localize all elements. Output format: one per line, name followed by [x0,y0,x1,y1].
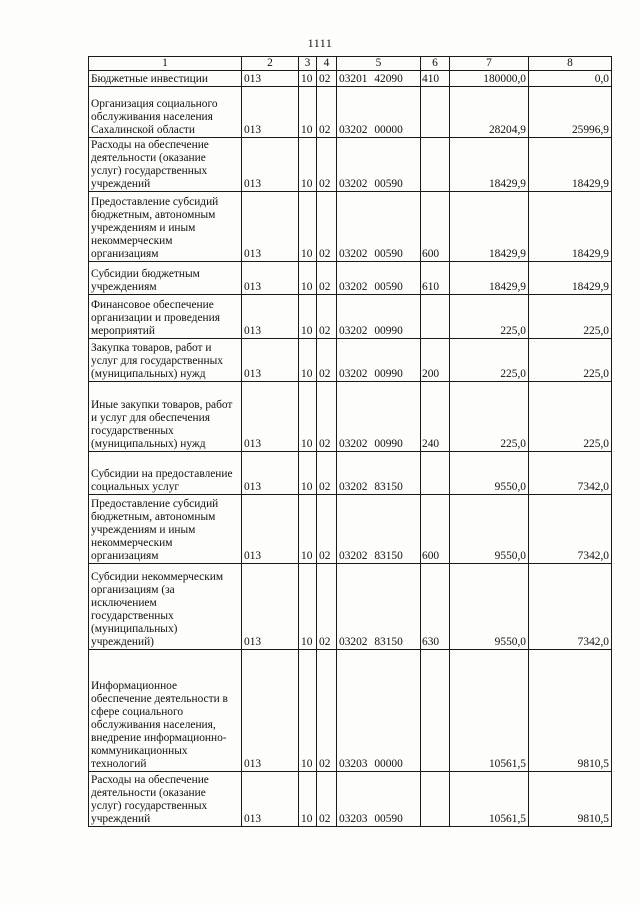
row-target-cell: 03202 83150 [337,495,421,564]
header-cell: 4 [317,57,337,71]
row-subsection-cell: 02 [317,295,337,339]
row-code-cell: 013 [242,71,299,87]
row-expense-type-cell [421,295,450,339]
row-target-cell: 03202 00000 [337,87,421,138]
header-cell: 3 [299,57,317,71]
row-expense-type-cell: 630 [421,564,450,650]
row-code-cell: 013 [242,495,299,564]
table-row [89,71,612,87]
table-row [89,564,612,650]
row-section-cell: 10 [299,262,317,295]
row-section-cell: 10 [299,192,317,262]
header-cell: 5 [337,57,421,71]
row-expense-type-cell: 600 [421,495,450,564]
row-target-cell: 03202 00990 [337,295,421,339]
row-section-cell: 10 [299,564,317,650]
row-expense-type-cell [421,452,450,495]
row-amount-1-cell: 225,0 [450,382,529,452]
row-amount-1-cell: 180000,0 [450,71,529,87]
row-expense-type-cell [421,772,450,827]
row-section-cell: 10 [299,382,317,452]
row-amount-1-cell: 10561,5 [450,772,529,827]
table-row [89,138,612,192]
row-amount-2-cell: 0,0 [529,71,612,87]
row-subsection-cell: 02 [317,382,337,452]
row-name-cell: Предоставление субсидий бюджетным, автономным учреждениям и иным некоммерческим организациям [89,495,242,564]
row-subsection-cell: 02 [317,192,337,262]
row-section-cell: 10 [299,87,317,138]
row-subsection-cell: 02 [317,87,337,138]
row-code-cell: 013 [242,262,299,295]
row-section-cell: 10 [299,339,317,382]
row-target-cell: 03202 83150 [337,452,421,495]
row-amount-2-cell: 18429,9 [529,192,612,262]
row-subsection-cell: 02 [317,495,337,564]
row-code-cell: 013 [242,650,299,772]
row-amount-2-cell: 7342,0 [529,564,612,650]
row-expense-type-cell: 600 [421,192,450,262]
row-amount-1-cell: 9550,0 [450,495,529,564]
table-body [89,57,612,827]
row-target-cell: 03203 00000 [337,650,421,772]
row-name-cell: Закупка товаров, работ и услуг для государственных (муниципальных) нужд [89,339,242,382]
row-name-cell: Бюджетные инвестиции [89,71,242,87]
table-row [89,339,612,382]
table-row [89,295,612,339]
budget-table [88,56,612,827]
row-amount-2-cell: 7342,0 [529,495,612,564]
row-target-cell: 03202 00990 [337,382,421,452]
row-target-cell: 03202 00590 [337,192,421,262]
row-amount-1-cell: 28204,9 [450,87,529,138]
header-cell: 8 [529,57,612,71]
row-amount-1-cell: 18429,9 [450,138,529,192]
row-name-cell: Субсидии бюджетным учреждениям [89,262,242,295]
row-section-cell: 10 [299,138,317,192]
row-amount-1-cell: 18429,9 [450,192,529,262]
row-amount-2-cell: 7342,0 [529,452,612,495]
row-amount-1-cell: 10561,5 [450,650,529,772]
row-subsection-cell: 02 [317,564,337,650]
row-section-cell: 10 [299,71,317,87]
row-section-cell: 10 [299,295,317,339]
row-amount-2-cell: 18429,9 [529,262,612,295]
row-section-cell: 10 [299,650,317,772]
header-cell: 1 [89,57,242,71]
header-cell: 6 [421,57,450,71]
table-row [89,382,612,452]
row-code-cell: 013 [242,138,299,192]
row-subsection-cell: 02 [317,650,337,772]
row-amount-2-cell: 25996,9 [529,87,612,138]
row-name-cell: Расходы на обеспечение деятельности (оказание услуг) государственных учреждений [89,138,242,192]
row-amount-2-cell: 225,0 [529,382,612,452]
row-target-cell: 03202 00590 [337,138,421,192]
row-code-cell: 013 [242,87,299,138]
row-code-cell: 013 [242,382,299,452]
row-name-cell: Субсидии на предоставление социальных услуг [89,452,242,495]
row-name-cell: Субсидии некоммерческим организациям (за исключением государственных (муниципальных) учреждений) [89,564,242,650]
row-code-cell: 013 [242,452,299,495]
row-expense-type-cell: 240 [421,382,450,452]
row-code-cell: 013 [242,564,299,650]
row-section-cell: 10 [299,772,317,827]
row-expense-type-cell [421,87,450,138]
row-code-cell: 013 [242,339,299,382]
row-subsection-cell: 02 [317,262,337,295]
row-target-cell: 03202 00590 [337,262,421,295]
table-row [89,772,612,827]
row-target-cell: 03202 00990 [337,339,421,382]
row-amount-2-cell: 225,0 [529,295,612,339]
row-expense-type-cell: 200 [421,339,450,382]
row-name-cell: Иные закупки товаров, работ и услуг для обеспечения государственных (муниципальных) нужд [89,382,242,452]
row-amount-1-cell: 18429,9 [450,262,529,295]
row-expense-type-cell [421,138,450,192]
row-code-cell: 013 [242,772,299,827]
row-target-cell: 03201 42090 [337,71,421,87]
table-row [89,650,612,772]
table-row [89,452,612,495]
header-row [89,57,612,71]
row-code-cell: 013 [242,295,299,339]
row-section-cell: 10 [299,495,317,564]
row-amount-2-cell: 225,0 [529,339,612,382]
row-name-cell: Организация социального обслуживания населения Сахалинской области [89,87,242,138]
row-expense-type-cell [421,650,450,772]
row-name-cell: Предоставление субсидий бюджетным, автономным учреждениям и иным некоммерческим организациям [89,192,242,262]
page-number: 1111 [307,36,333,50]
table-row [89,262,612,295]
row-amount-2-cell: 18429,9 [529,138,612,192]
row-subsection-cell: 02 [317,772,337,827]
table-row [89,192,612,262]
row-section-cell: 10 [299,452,317,495]
table-row [89,87,612,138]
row-amount-1-cell: 225,0 [450,295,529,339]
row-subsection-cell: 02 [317,339,337,382]
row-target-cell: 03202 83150 [337,564,421,650]
row-name-cell: Расходы на обеспечение деятельности (оказание услуг) государственных учреждений [89,772,242,827]
row-amount-1-cell: 9550,0 [450,564,529,650]
header-cell: 7 [450,57,529,71]
row-amount-2-cell: 9810,5 [529,650,612,772]
row-name-cell: Информационное обеспечение деятельности в сфере социального обслуживания населения, внедрение информационно-коммуникационных технологий [89,650,242,772]
row-amount-1-cell: 9550,0 [450,452,529,495]
row-subsection-cell: 02 [317,138,337,192]
row-name-cell: Финансовое обеспечение организации и проведения мероприятий [89,295,242,339]
row-code-cell: 013 [242,192,299,262]
row-target-cell: 03203 00590 [337,772,421,827]
row-amount-1-cell: 225,0 [450,339,529,382]
row-amount-2-cell: 9810,5 [529,772,612,827]
table-row [89,495,612,564]
row-expense-type-cell: 410 [421,71,450,87]
row-subsection-cell: 02 [317,452,337,495]
row-subsection-cell: 02 [317,71,337,87]
row-expense-type-cell: 610 [421,262,450,295]
header-cell: 2 [242,57,299,71]
